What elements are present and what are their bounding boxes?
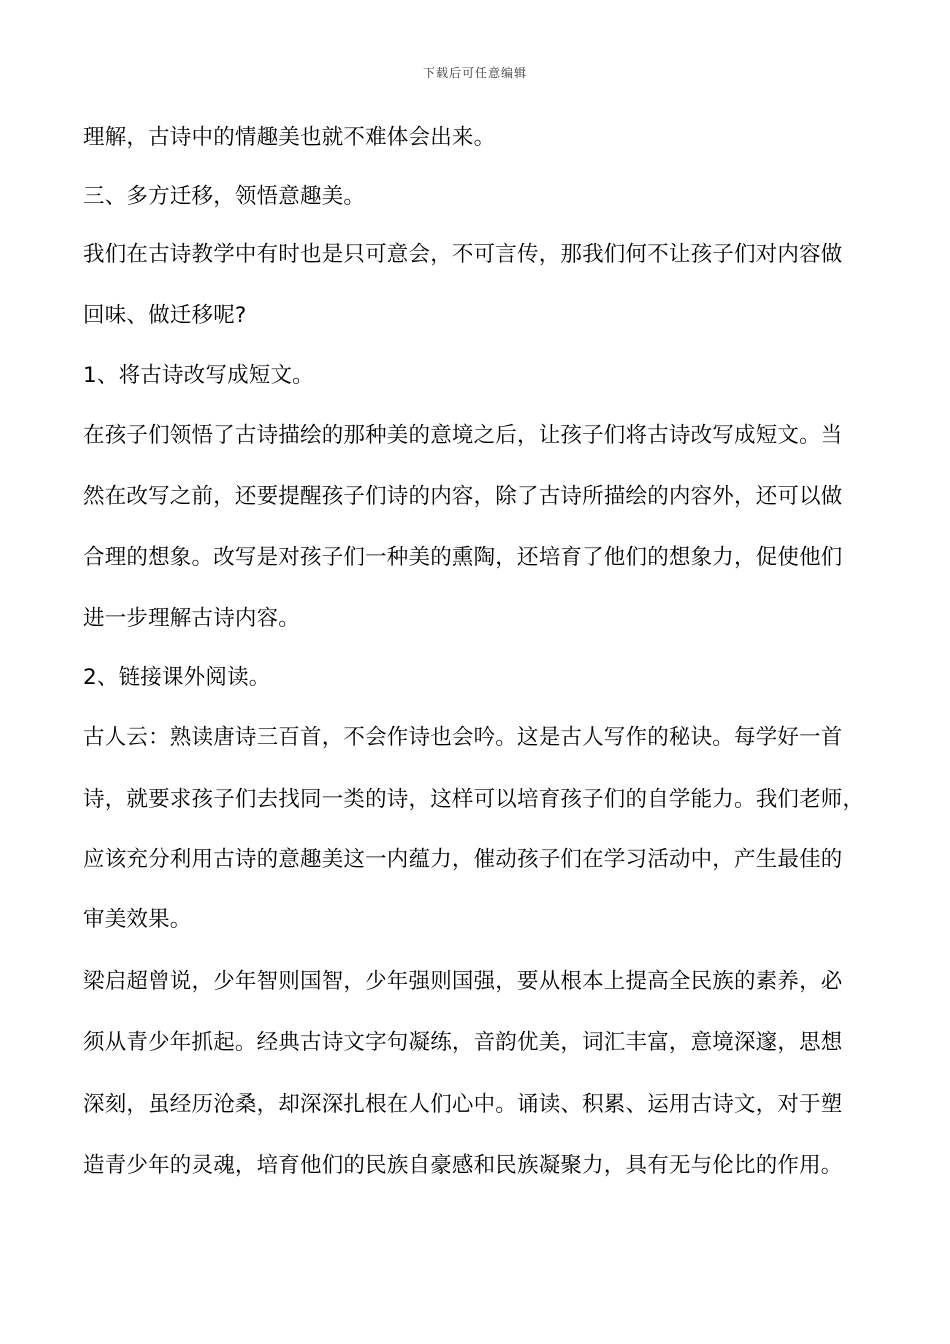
text-line: 审美效果。 (83, 907, 192, 932)
text-line: 古人云：熟读唐诗三百首，不会作诗也会吟。这是古人写作的秘诀。每学好一首 (83, 725, 843, 750)
text-line: 须从青少年抓起。经典古诗文字句凝练，音韵优美，词汇丰富，意境深邃，思想 (83, 1030, 843, 1055)
text-line: 应该充分利用古诗的意趣美这一内蕴力，催动孩子们在学习活动中，产生最佳的 (83, 847, 843, 872)
text-line: 合理的想象。改写是对孩子们一种美的熏陶，还培育了他们的想象力，促使他们 (83, 545, 843, 570)
text-line: 深刻，虽经历沧桑，却深深扎根在人们心中。诵读、积累、运用古诗文，对于塑 (83, 1092, 843, 1117)
text-line: 然在改写之前，还要提醒孩子们诗的内容，除了古诗所描绘的内容外，还可以做 (83, 484, 843, 509)
subheading: 2、链接课外阅读。 (83, 665, 271, 690)
section-heading: 三、多方迁移，领悟意趣美。 (83, 184, 366, 209)
page-header: 下载后可任意编辑 (422, 66, 527, 80)
text-line: 在孩子们领悟了古诗描绘的那种美的意境之后，让孩子们将古诗改写成短文。当 (83, 423, 843, 448)
text-line: 梁启超曾说，少年智则国智，少年强则国强，要从根本上提高全民族的素养，必 (83, 969, 843, 994)
text-line: 我们在古诗教学中有时也是只可意会，不可言传，那我们何不让孩子们对内容做 (83, 242, 843, 267)
text-line: 进一步理解古诗内容。 (83, 606, 301, 631)
text-line: 造青少年的灵魂，培育他们的民族自豪感和民族凝聚力，具有无与伦比的作用。 (83, 1153, 843, 1178)
text-line: 理解，古诗中的情趣美也就不难体会出来。 (83, 125, 496, 150)
subheading: 1、将古诗改写成短文。 (83, 363, 314, 388)
text-line: 回味、做迁移呢? (83, 303, 247, 328)
text-line: 诗，就要求孩子们去找同一类的诗，这样可以培育孩子们的自学能力。我们老师， (83, 787, 865, 812)
